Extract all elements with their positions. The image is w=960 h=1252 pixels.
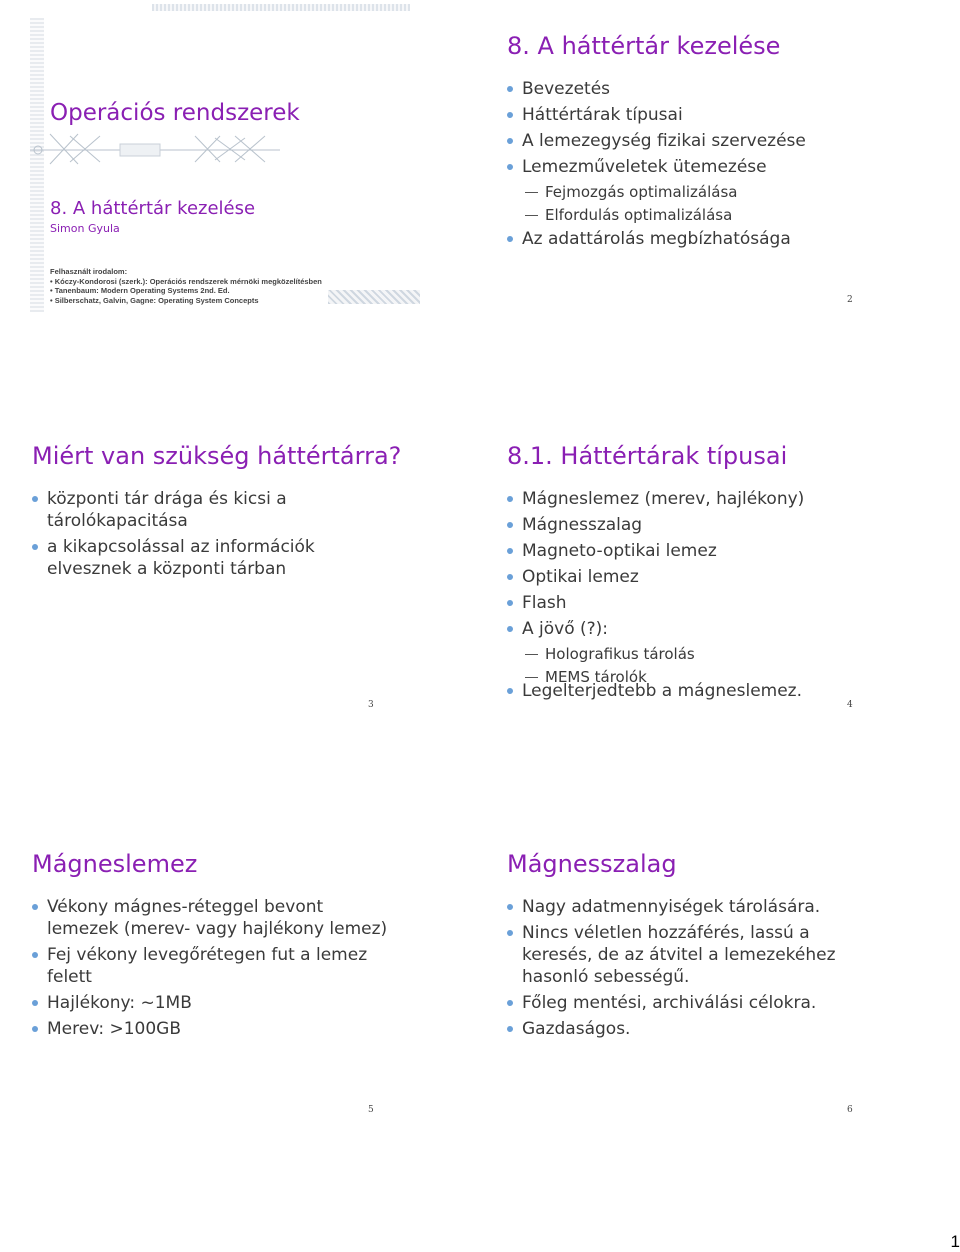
reference-item: • Kóczy-Kondorosi (szerk.): Operációs rendszerek mérnöki megközelítésben (50, 276, 322, 286)
sub-list-item: Holografikus tárolás (505, 644, 865, 664)
bullet-list-footer (505, 680, 865, 706)
slide-page-number: 4 (847, 700, 853, 710)
list-item: Lemezműveletek ütemezése (505, 156, 865, 178)
slide-title: 8. A háttértár kezelése (507, 32, 781, 60)
bullet-list (505, 488, 865, 690)
list-item: Nincs véletlen hozzáférés, lassú a keresés, de az átvitel a lemezekéhez hasonló sebességű. (505, 922, 865, 988)
decorative-pattern-icon (30, 130, 280, 170)
list-item: Az adattárolás megbízhatósága (505, 228, 865, 250)
slide-cover (30, 0, 450, 330)
reference-item: • Silberschatz, Galvin, Gagne: Operating System Concepts (50, 295, 259, 305)
list-item: Mágnesszalag (505, 514, 865, 536)
list-item: központi tár drága és kicsi a tárolókapacitása (30, 488, 390, 532)
slide-6 (505, 818, 925, 1148)
sub-list-item: Fejmozgás optimalizálása (505, 182, 865, 202)
sub-list-item: MEMS tárolók (505, 667, 865, 687)
bullet-list (30, 488, 390, 584)
list-item: Gazdaságos. (505, 1018, 865, 1040)
slide-title: Mágneslemez (32, 850, 198, 878)
slide-title: 8.1. Háttértárak típusai (507, 442, 788, 470)
presentation-title: Operációs rendszerek (50, 100, 300, 126)
list-item: Flash (505, 592, 865, 614)
decorative-stripe-bottom (328, 290, 420, 304)
list-item: A lemezegység fizikai szervezése (505, 130, 865, 152)
slide-2 (505, 0, 925, 330)
list-item: A jövő (?): (505, 618, 865, 640)
slide-3 (30, 410, 450, 740)
document-page-number: 1 (950, 1232, 960, 1251)
list-item: Háttértárak típusai (505, 104, 865, 126)
bullet-list (30, 896, 390, 1044)
reference-item: • Tanenbaum: Modern Operating Systems 2nd. Ed. (50, 286, 230, 295)
references-heading: Felhasznált irodalom: (50, 267, 128, 276)
list-item: Magneto-optikai lemez (505, 540, 865, 562)
list-item: Főleg mentési, archiválási célokra. (505, 992, 865, 1014)
slide-page-number: 6 (847, 1105, 853, 1115)
bullet-list (505, 896, 865, 1044)
list-item: Legelterjedtebb a mágneslemez. (505, 680, 865, 702)
list-item: Vékony mágnes-réteggel bevont lemezek (merev- vagy hajlékony lemez) (30, 896, 390, 940)
list-item: Hajlékony: ~1MB (30, 992, 390, 1014)
list-item: Bevezetés (505, 78, 865, 100)
list-item: Fej vékony levegőrétegen fut a lemez felett (30, 944, 390, 988)
references-list (50, 267, 322, 305)
list-item: Mágneslemez (merev, hajlékony) (505, 488, 865, 510)
list-item: Optikai lemez (505, 566, 865, 588)
slide-5 (30, 818, 450, 1148)
slide-title: Mágnesszalag (507, 850, 677, 878)
sub-list-item: Elfordulás optimalizálása (505, 205, 865, 225)
decorative-stripe-top (152, 4, 410, 11)
bullet-list (505, 78, 865, 254)
list-item: Merev: >100GB (30, 1018, 390, 1040)
slide-page-number: 2 (847, 295, 853, 305)
slide-page-number: 5 (368, 1105, 374, 1115)
presentation-subtitle: 8. A háttértár kezelése (50, 198, 256, 219)
slide-4 (505, 410, 925, 740)
list-item: Nagy adatmennyiségek tárolására. (505, 896, 865, 918)
author-name: Simon Gyula (50, 222, 120, 235)
slide-title: Miért van szükség háttértárra? (32, 442, 402, 470)
list-item: a kikapcsolással az információk elvesznek a központi tárban (30, 536, 390, 580)
slide-page-number: 3 (368, 700, 374, 710)
